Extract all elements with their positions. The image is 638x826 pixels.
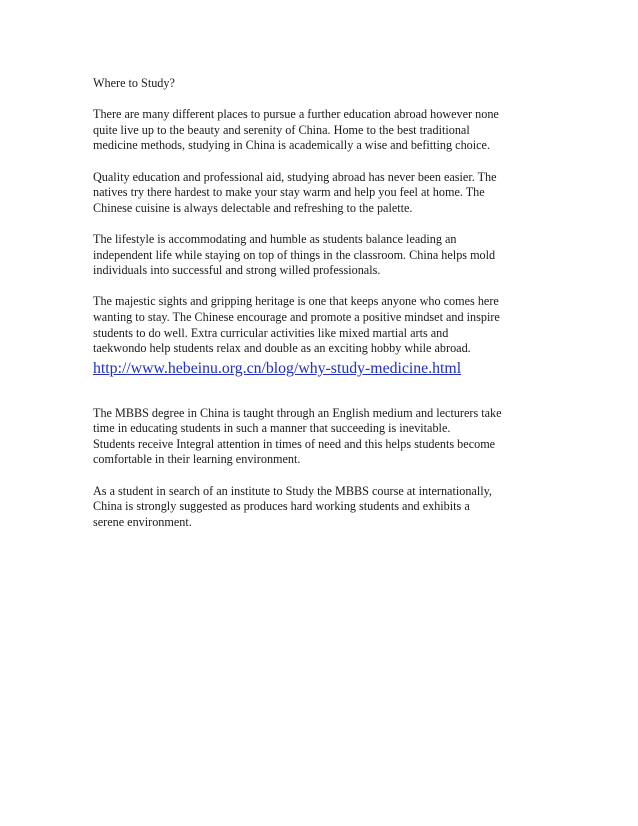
paragraph-line: taekwondo help students relax and double as an exciting hobby while abroad. [93, 341, 471, 356]
document-body [93, 76, 558, 546]
document-heading [93, 76, 558, 92]
paragraph-4 [93, 294, 558, 356]
paragraph-2 [93, 170, 558, 217]
paragraph-line: Students receive Integral attention in times of need and this helps students become [93, 436, 496, 451]
paragraph-line: The lifestyle is accommodating and humble as students balance leading an [93, 231, 457, 246]
paragraph-line: medicine methods, studying in China is academically a wise and befitting choice. [93, 138, 491, 153]
paragraph-5 [93, 406, 558, 468]
paragraph-line: Quality education and professional aid, studying abroad has never been easier. The [93, 169, 497, 184]
paragraph-line: wanting to stay. The Chinese encourage and promote a positive mindset and inspire [93, 309, 500, 324]
paragraph-line: independent life while staying on top of things in the classroom. China helps mold [93, 247, 496, 262]
heading-text: Where to Study? [93, 76, 175, 90]
paragraph-line: The majestic sights and gripping heritage is one that keeps anyone who comes here [93, 294, 499, 309]
paragraph-line: comfortable in their learning environment. [93, 452, 301, 467]
paragraph-line: China is strongly suggested as produces hard working students and exhibits a [93, 499, 470, 514]
paragraph-3 [93, 232, 558, 279]
paragraph-line: quite live up to the beauty and serenity of China. Home to the best traditional [93, 122, 470, 137]
paragraph-line: serene environment. [93, 514, 192, 529]
paragraph-line: As a student in search of an institute to Study the MBBS course at internationally, [93, 483, 492, 498]
paragraph-line: students to do well. Extra curricular activities like mixed martial arts and [93, 325, 449, 340]
paragraph-line: The MBBS degree in China is taught through an English medium and lecturers take [93, 405, 502, 420]
paragraph-line: time in educating students in such a manner that succeeding is inevitable. [93, 421, 451, 436]
paragraph-line: natives try there hardest to make your stay warm and help you feel at home. The [93, 185, 485, 200]
paragraph-line: individuals into successful and strong willed professionals. [93, 263, 381, 278]
paragraph-6 [93, 484, 558, 531]
paragraph-1 [93, 107, 558, 154]
study-medicine-link[interactable]: http://www.hebeinu.org.cn/blog/why-study-medicine.html [93, 359, 462, 377]
paragraph-line: There are many different places to pursue a further education abroad however none [93, 107, 499, 122]
paragraph-line: Chinese cuisine is always delectable and refreshing to the palette. [93, 200, 413, 215]
